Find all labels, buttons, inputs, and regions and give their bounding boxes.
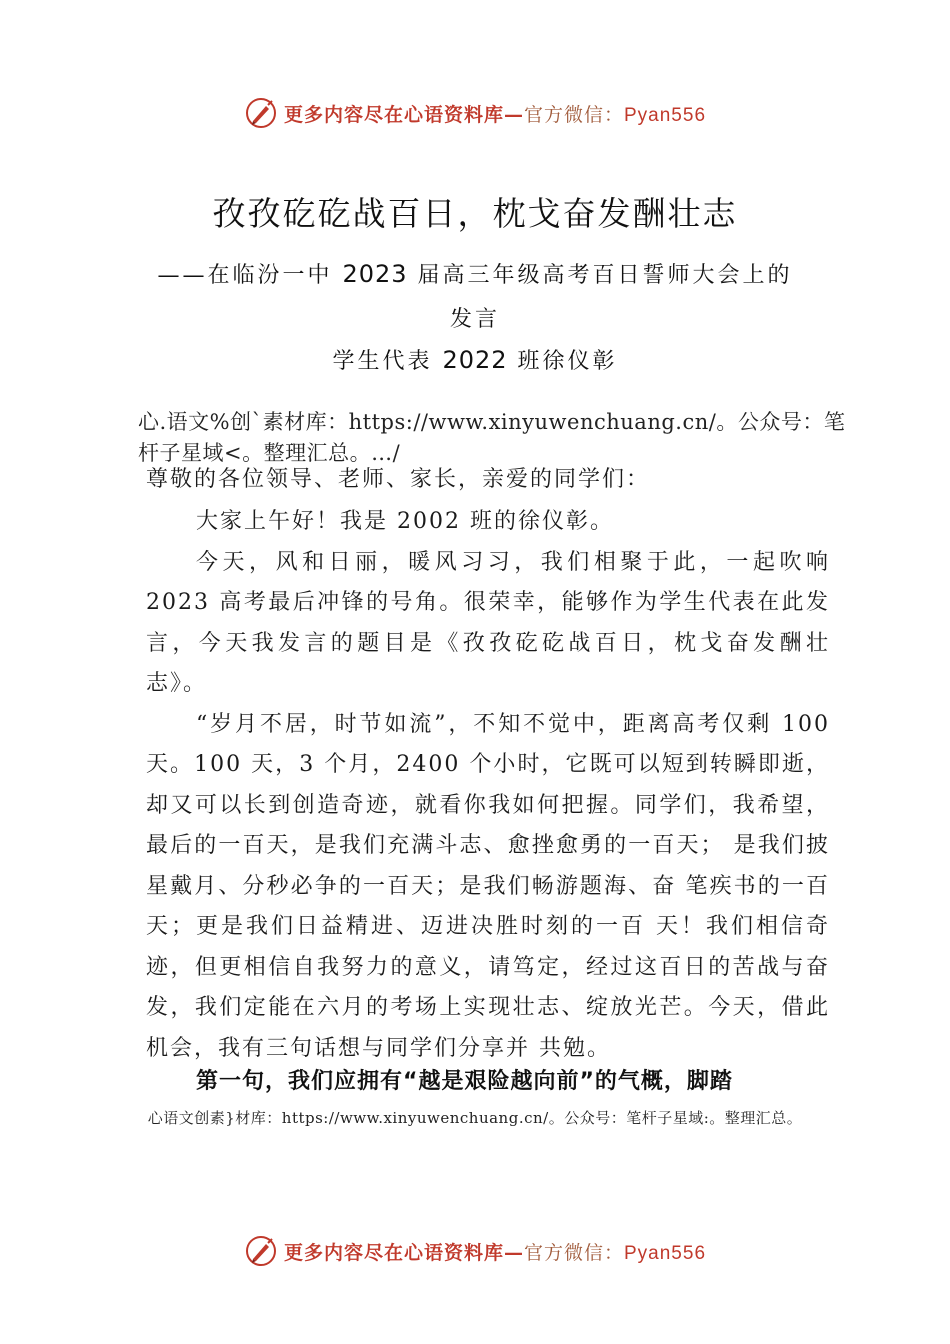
banner-text	[284, 1238, 706, 1265]
subtitle-year: 2023	[342, 260, 408, 288]
speaker-role: 学生代表	[332, 349, 443, 374]
banner-wechat-id: Pyan556	[624, 1242, 707, 1264]
pen-logo-icon	[244, 96, 278, 130]
page-title: 孜孜矻矻战百日，枕戈奋发酬壮志	[212, 194, 738, 233]
speaker-line	[0, 344, 950, 375]
banner-separator: —	[503, 103, 524, 126]
pen-logo-icon	[244, 1234, 278, 1268]
banner-wechat-label: 官方微信：	[523, 1241, 624, 1264]
subtitle-suffix: 届高三年级高考百日誓师大会上的	[407, 263, 793, 288]
banner-separator: —	[503, 1241, 524, 1264]
speech-body	[146, 502, 830, 1069]
watermark-top: 心.语文%创`素材库：https://www.xinyuwenchuang.cn/。公众号：笔杆子星域<。整理汇总。…/	[138, 410, 846, 465]
banner-wechat-label: 官方微信：	[523, 103, 624, 126]
banner-text	[284, 100, 706, 127]
speaker-class: 2022	[442, 346, 508, 374]
paragraph: 大家上午好！我是 2002 班的徐仪彰。	[196, 509, 614, 534]
subtitle-line-1	[0, 258, 950, 289]
paragraph: 今天，风和日丽，暖风习习，我们相聚于此，一起吹响 2023 高考最后冲锋的号角。很荣幸，能够作为学生代表在此发言，今天我发言的题目是《孜孜矻矻战百日，枕戈奋发酬壮志》。	[146, 549, 830, 696]
speaker-name: 班徐仪彰	[507, 349, 618, 374]
greeting: 尊敬的各位领导、老师、家长，亲爱的同学们：	[146, 467, 651, 492]
header-banner	[0, 96, 950, 130]
banner-main-text: 更多内容尽在心语资料库	[283, 103, 504, 126]
bold-heading-line: 第一句，我们应拥有“越是艰险越向前”的气概，脚踏	[196, 1069, 733, 1094]
footer-banner	[0, 1234, 950, 1268]
paragraph: “岁月不居，时节如流”，不知不觉中，距离高考仅剩 100 天。100 天，3 个月，2400 个小时，它既可以短到转瞬即逝，却又可以长到创造奇迹，就看你我如何把握。同学们，我希望，最后的一百天，是我们充满斗志、愈挫愈勇的一百天； 是我们披星戴月、分秒必争的一百天；是我们畅游题海、奋 笔疾书的一百天；更是我们日益精进、迈进决胜时刻的一百 天！我们相信奇迹，但更相信自我努力的意义，请笃定，经过这百日的苦战与奋发，我们定能在六月的考场上实现壮志、绽放光芒。今天，借此机会，我有三句话想与同学们分享并 共勉。	[146, 711, 830, 1061]
banner-wechat-id: Pyan556	[624, 104, 707, 126]
watermark-bottom: 心语文创素}材库：https://www.xinyuwenchuang.cn/。公众号：笔杆子星域:。整理汇总。	[147, 1109, 803, 1127]
subtitle-line-2: 发言	[449, 307, 500, 332]
subtitle-prefix: ——在临汾一中	[157, 263, 343, 288]
banner-main-text: 更多内容尽在心语资料库	[283, 1241, 504, 1264]
